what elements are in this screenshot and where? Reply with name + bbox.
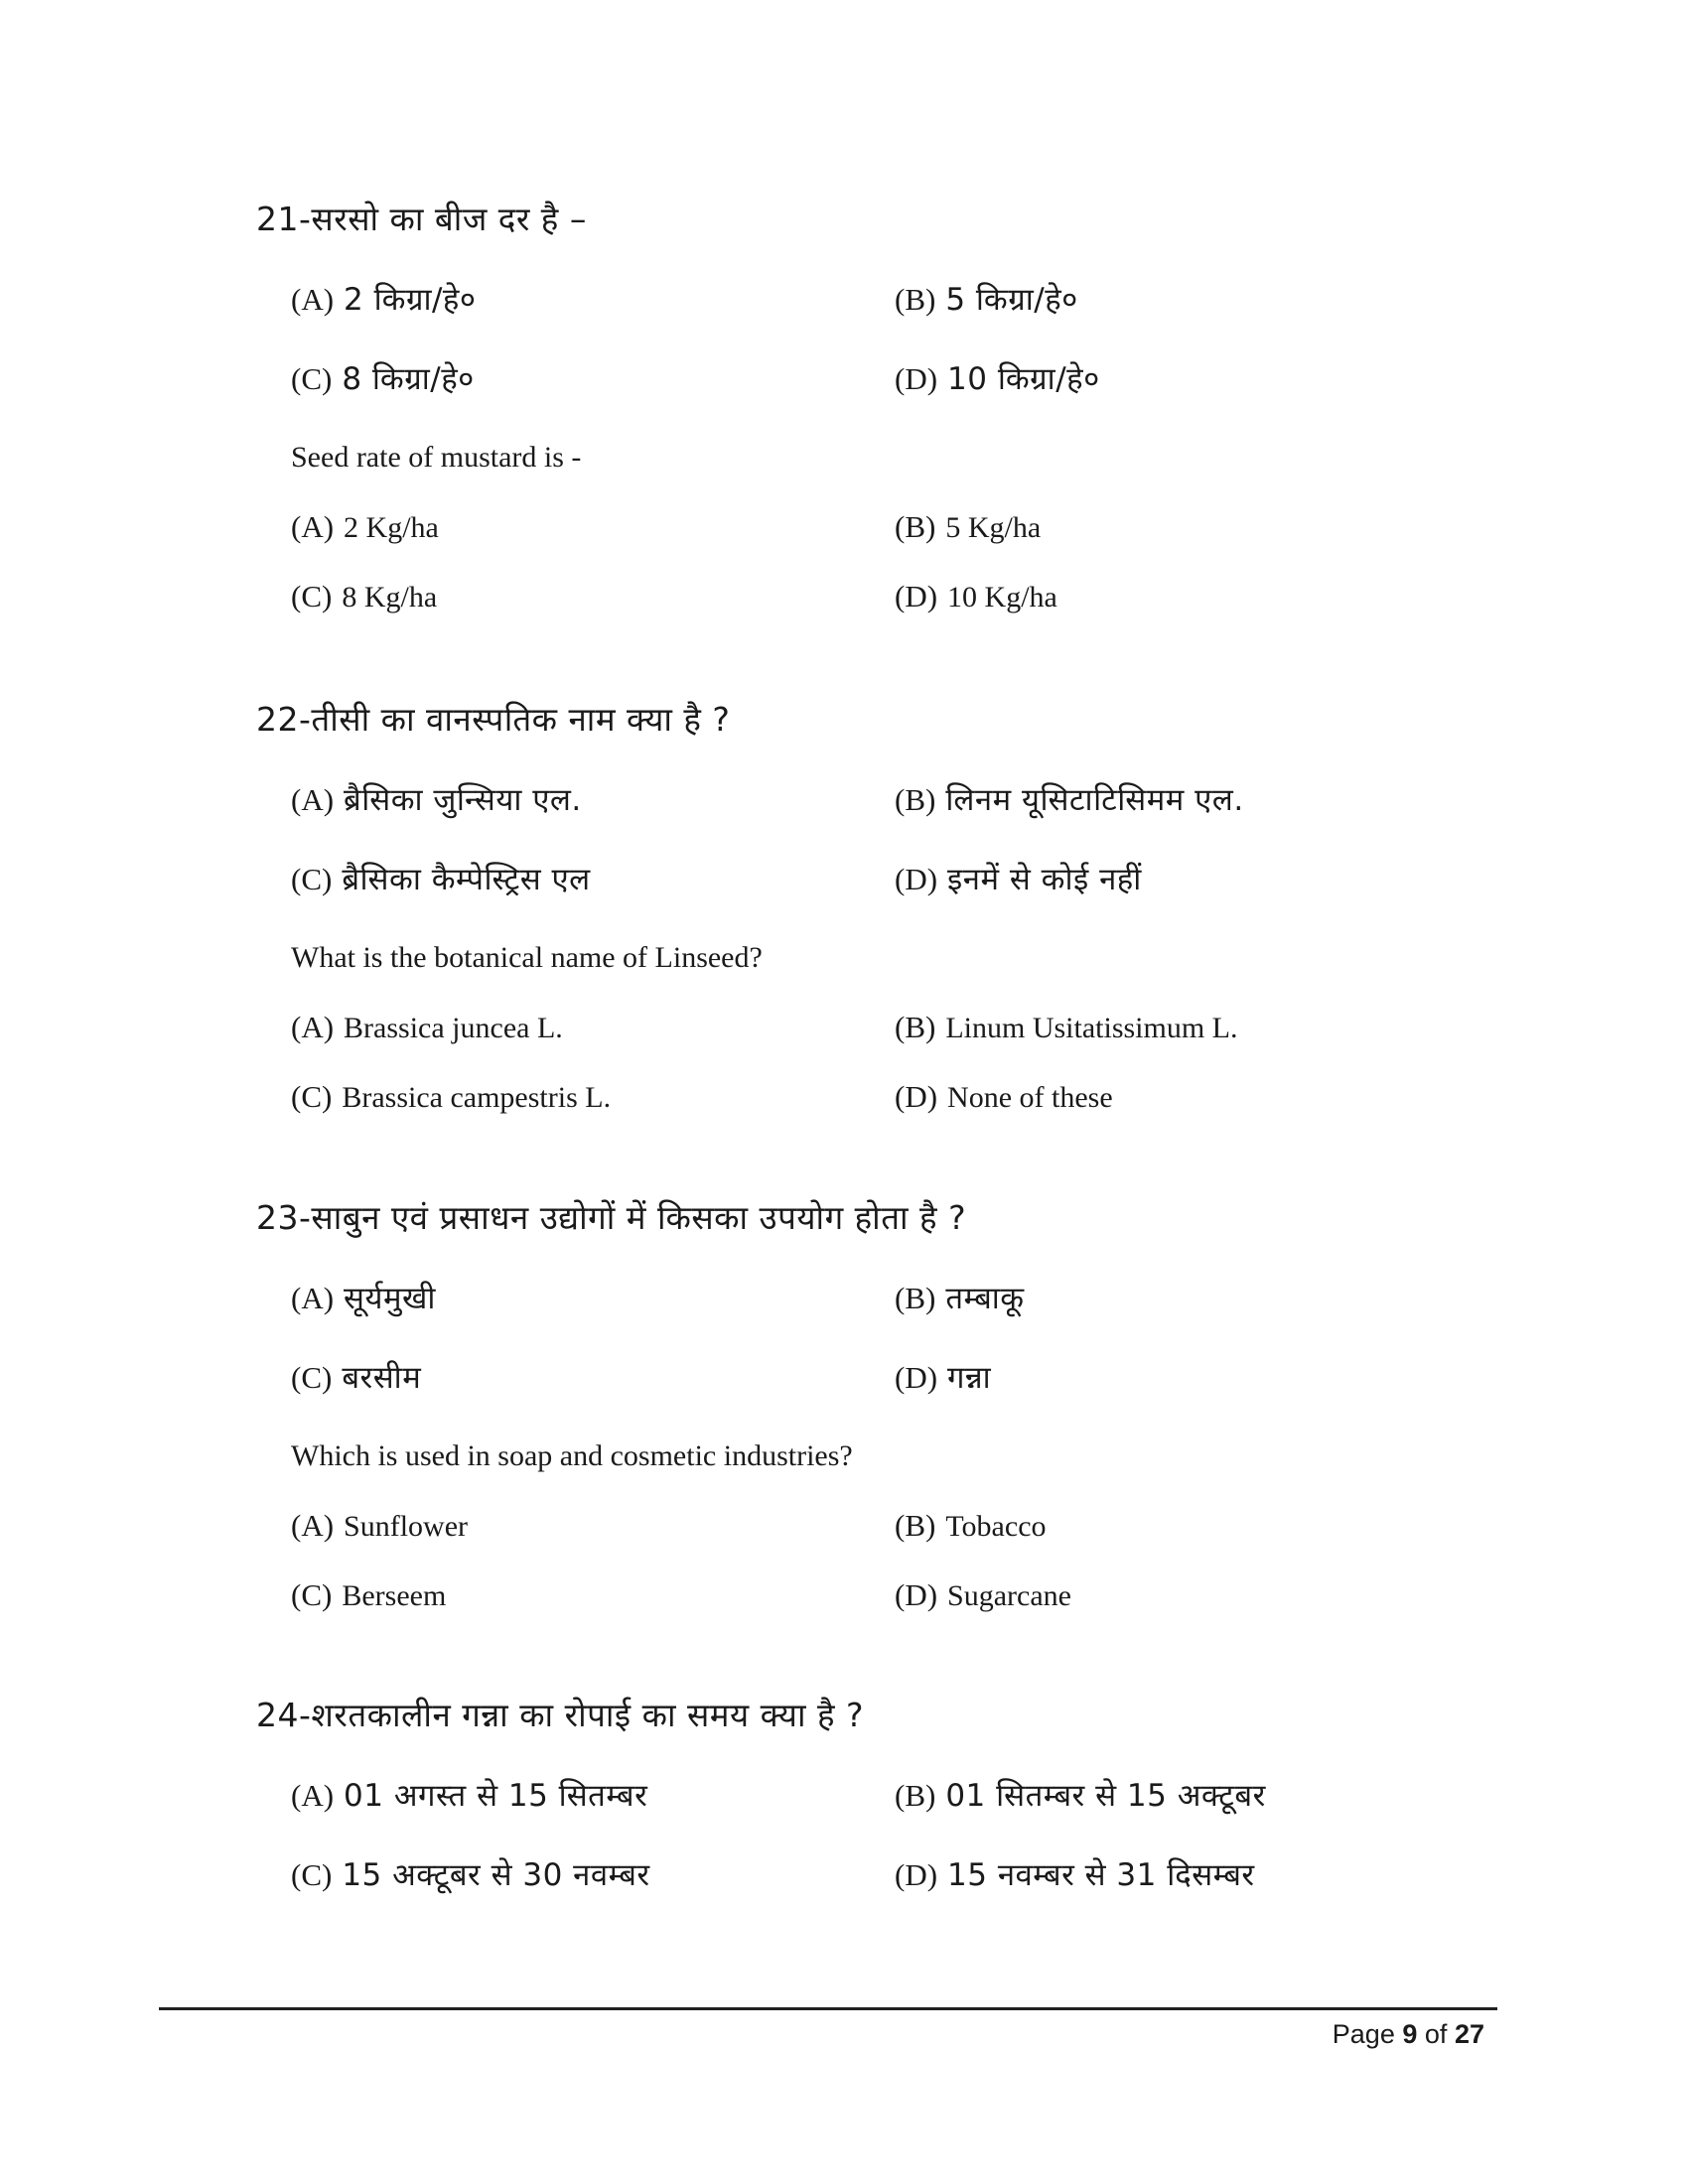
option-a-hindi: (A) 01 अगस्त से 15 सितम्बर — [291, 1778, 648, 1814]
option-b-hindi: (B) 5 किग्रा/हे० — [895, 282, 1078, 318]
option-c-hindi: (C) 8 किग्रा/हे० — [291, 361, 475, 397]
option-c-english: (C) Brassica campestris L. — [291, 1079, 612, 1114]
option-d-hindi: (D) 15 नवम्बर से 31 दिसम्बर — [895, 1857, 1255, 1893]
option-b-hindi: (B) 01 सितम्बर से 15 अक्टूबर — [895, 1778, 1266, 1814]
options-row — [291, 572, 1497, 641]
options-row — [291, 1770, 1497, 1849]
option-d-english: (D) None of these — [895, 1079, 1113, 1114]
question-hindi-text: 22-तीसी का वानस्पतिक नाम क्या है ? — [256, 700, 731, 739]
question-21 — [256, 195, 1497, 641]
option-c-english: (C) 8 Kg/ha — [291, 579, 438, 614]
options-row — [291, 1352, 1497, 1432]
option-b-english: (B) Linum Usitatissimum L. — [895, 1010, 1238, 1044]
option-a-english: (A) Brassica juncea L. — [291, 1010, 563, 1044]
options-row — [291, 1849, 1497, 1929]
footer-divider — [159, 2007, 1497, 2010]
option-c-hindi: (C) बरसीम — [291, 1360, 422, 1396]
options-row — [291, 1072, 1497, 1142]
option-b-hindi: (B) तम्बाकू — [895, 1281, 1025, 1316]
option-b-english: (B) Tobacco — [895, 1508, 1047, 1543]
option-a-english: (A) 2 Kg/ha — [291, 509, 439, 544]
options-row — [291, 502, 1497, 572]
question-english-text: What is the botanical name of Linseed? — [291, 941, 763, 974]
page-word: Page — [1332, 2019, 1395, 2049]
current-page: 9 — [1402, 2019, 1418, 2049]
options-row — [291, 1570, 1497, 1640]
options-row — [291, 1003, 1497, 1072]
option-c-hindi: (C) 15 अक्टूबर से 30 नवम्बर — [291, 1857, 650, 1893]
question-hindi-text: 21-सरसो का बीज दर है – — [256, 200, 587, 238]
option-d-hindi: (D) गन्ना — [895, 1360, 992, 1396]
option-a-english: (A) Sunflower — [291, 1508, 469, 1543]
question-hindi-text: 23-साबुन एवं प्रसाधन उद्योगों में किसका उपयोग होता है ? — [256, 1198, 967, 1237]
option-a-hindi: (A) 2 किग्रा/हे० — [291, 282, 477, 318]
page-number — [1333, 2019, 1484, 2050]
option-c-hindi: (C) ब्रैसिका कैम्पेस्ट्रिस एल — [291, 862, 591, 897]
option-a-hindi: (A) सूर्यमुखी — [291, 1281, 436, 1316]
question-23 — [256, 1193, 1497, 1640]
option-b-english: (B) 5 Kg/ha — [895, 509, 1042, 544]
option-d-hindi: (D) 10 किग्रा/हे० — [895, 361, 1100, 397]
question-hindi-text: 24-शरतकालीन गन्ना का रोपाई का समय क्या है ? — [256, 1696, 865, 1734]
options-row — [291, 1501, 1497, 1570]
options-row — [291, 774, 1497, 854]
question-english-text: Which is used in soap and cosmetic industries? — [291, 1439, 853, 1472]
option-d-english: (D) 10 Kg/ha — [895, 579, 1057, 614]
option-b-hindi: (B) लिनम यूसिटाटिसिमम एल. — [895, 782, 1244, 818]
options-row — [291, 274, 1497, 353]
question-22 — [256, 695, 1497, 1142]
question-24 — [256, 1691, 1497, 1929]
options-row — [291, 1273, 1497, 1352]
option-d-english: (D) Sugarcane — [895, 1577, 1071, 1612]
of-word: of — [1424, 2019, 1448, 2049]
total-pages: 27 — [1454, 2019, 1484, 2049]
options-row — [291, 353, 1497, 433]
option-a-hindi: (A) ब्रैसिका जुन्सिया एल. — [291, 782, 582, 818]
option-d-hindi: (D) इनमें से कोई नहीं — [895, 862, 1142, 897]
question-english-text: Seed rate of mustard is - — [291, 441, 582, 474]
option-c-english: (C) Berseem — [291, 1577, 447, 1612]
options-row — [291, 854, 1497, 933]
